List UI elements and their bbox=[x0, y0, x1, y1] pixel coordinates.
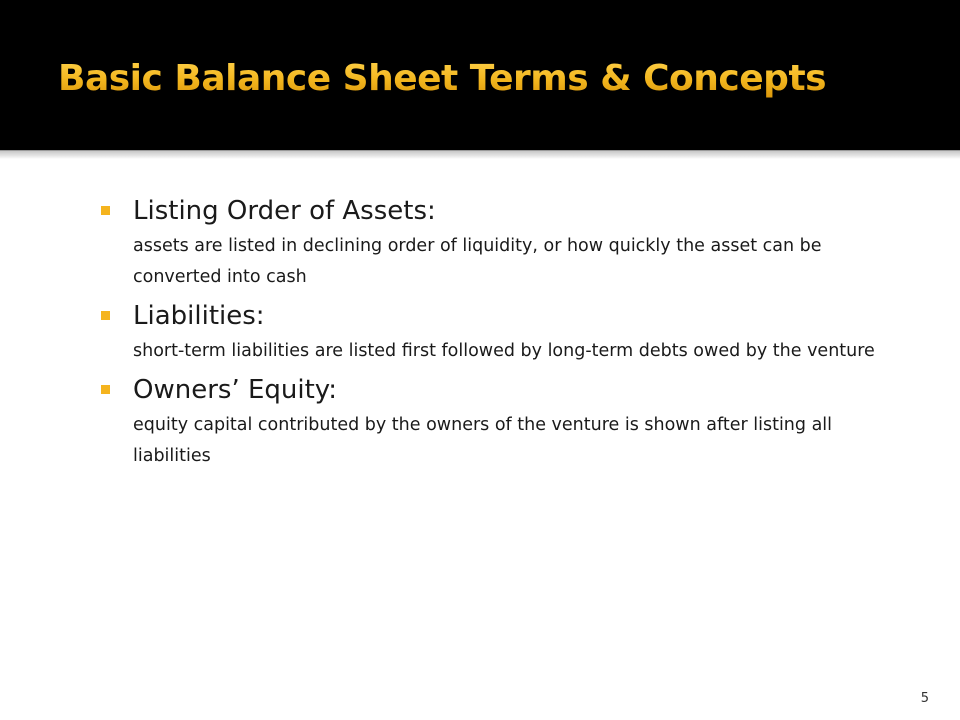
list-item bbox=[101, 372, 901, 472]
square-bullet-icon bbox=[101, 206, 110, 215]
square-bullet-icon bbox=[101, 385, 110, 394]
page-number: 5 bbox=[920, 691, 929, 706]
item-heading: Owners’ Equity: bbox=[133, 375, 338, 405]
slide-title: Basic Balance Sheet Terms & Concepts bbox=[58, 58, 827, 99]
bullet-list bbox=[101, 193, 901, 477]
item-heading: Liabilities: bbox=[133, 301, 265, 331]
item-description: equity capital contributed by the owners of the venture is shown after listing all liabilities bbox=[133, 415, 833, 466]
title-bar bbox=[0, 0, 960, 150]
list-item bbox=[101, 298, 901, 367]
square-bullet-icon bbox=[101, 311, 110, 320]
item-heading: Listing Order of Assets: bbox=[133, 196, 436, 226]
item-description: short-term liabilities are listed first followed by long-term debts owed by the venture bbox=[133, 341, 875, 361]
list-item bbox=[101, 193, 901, 293]
title-divider bbox=[0, 150, 960, 159]
item-description: assets are listed in declining order of liquidity, or how quickly the asset can be converted into cash bbox=[133, 236, 822, 287]
